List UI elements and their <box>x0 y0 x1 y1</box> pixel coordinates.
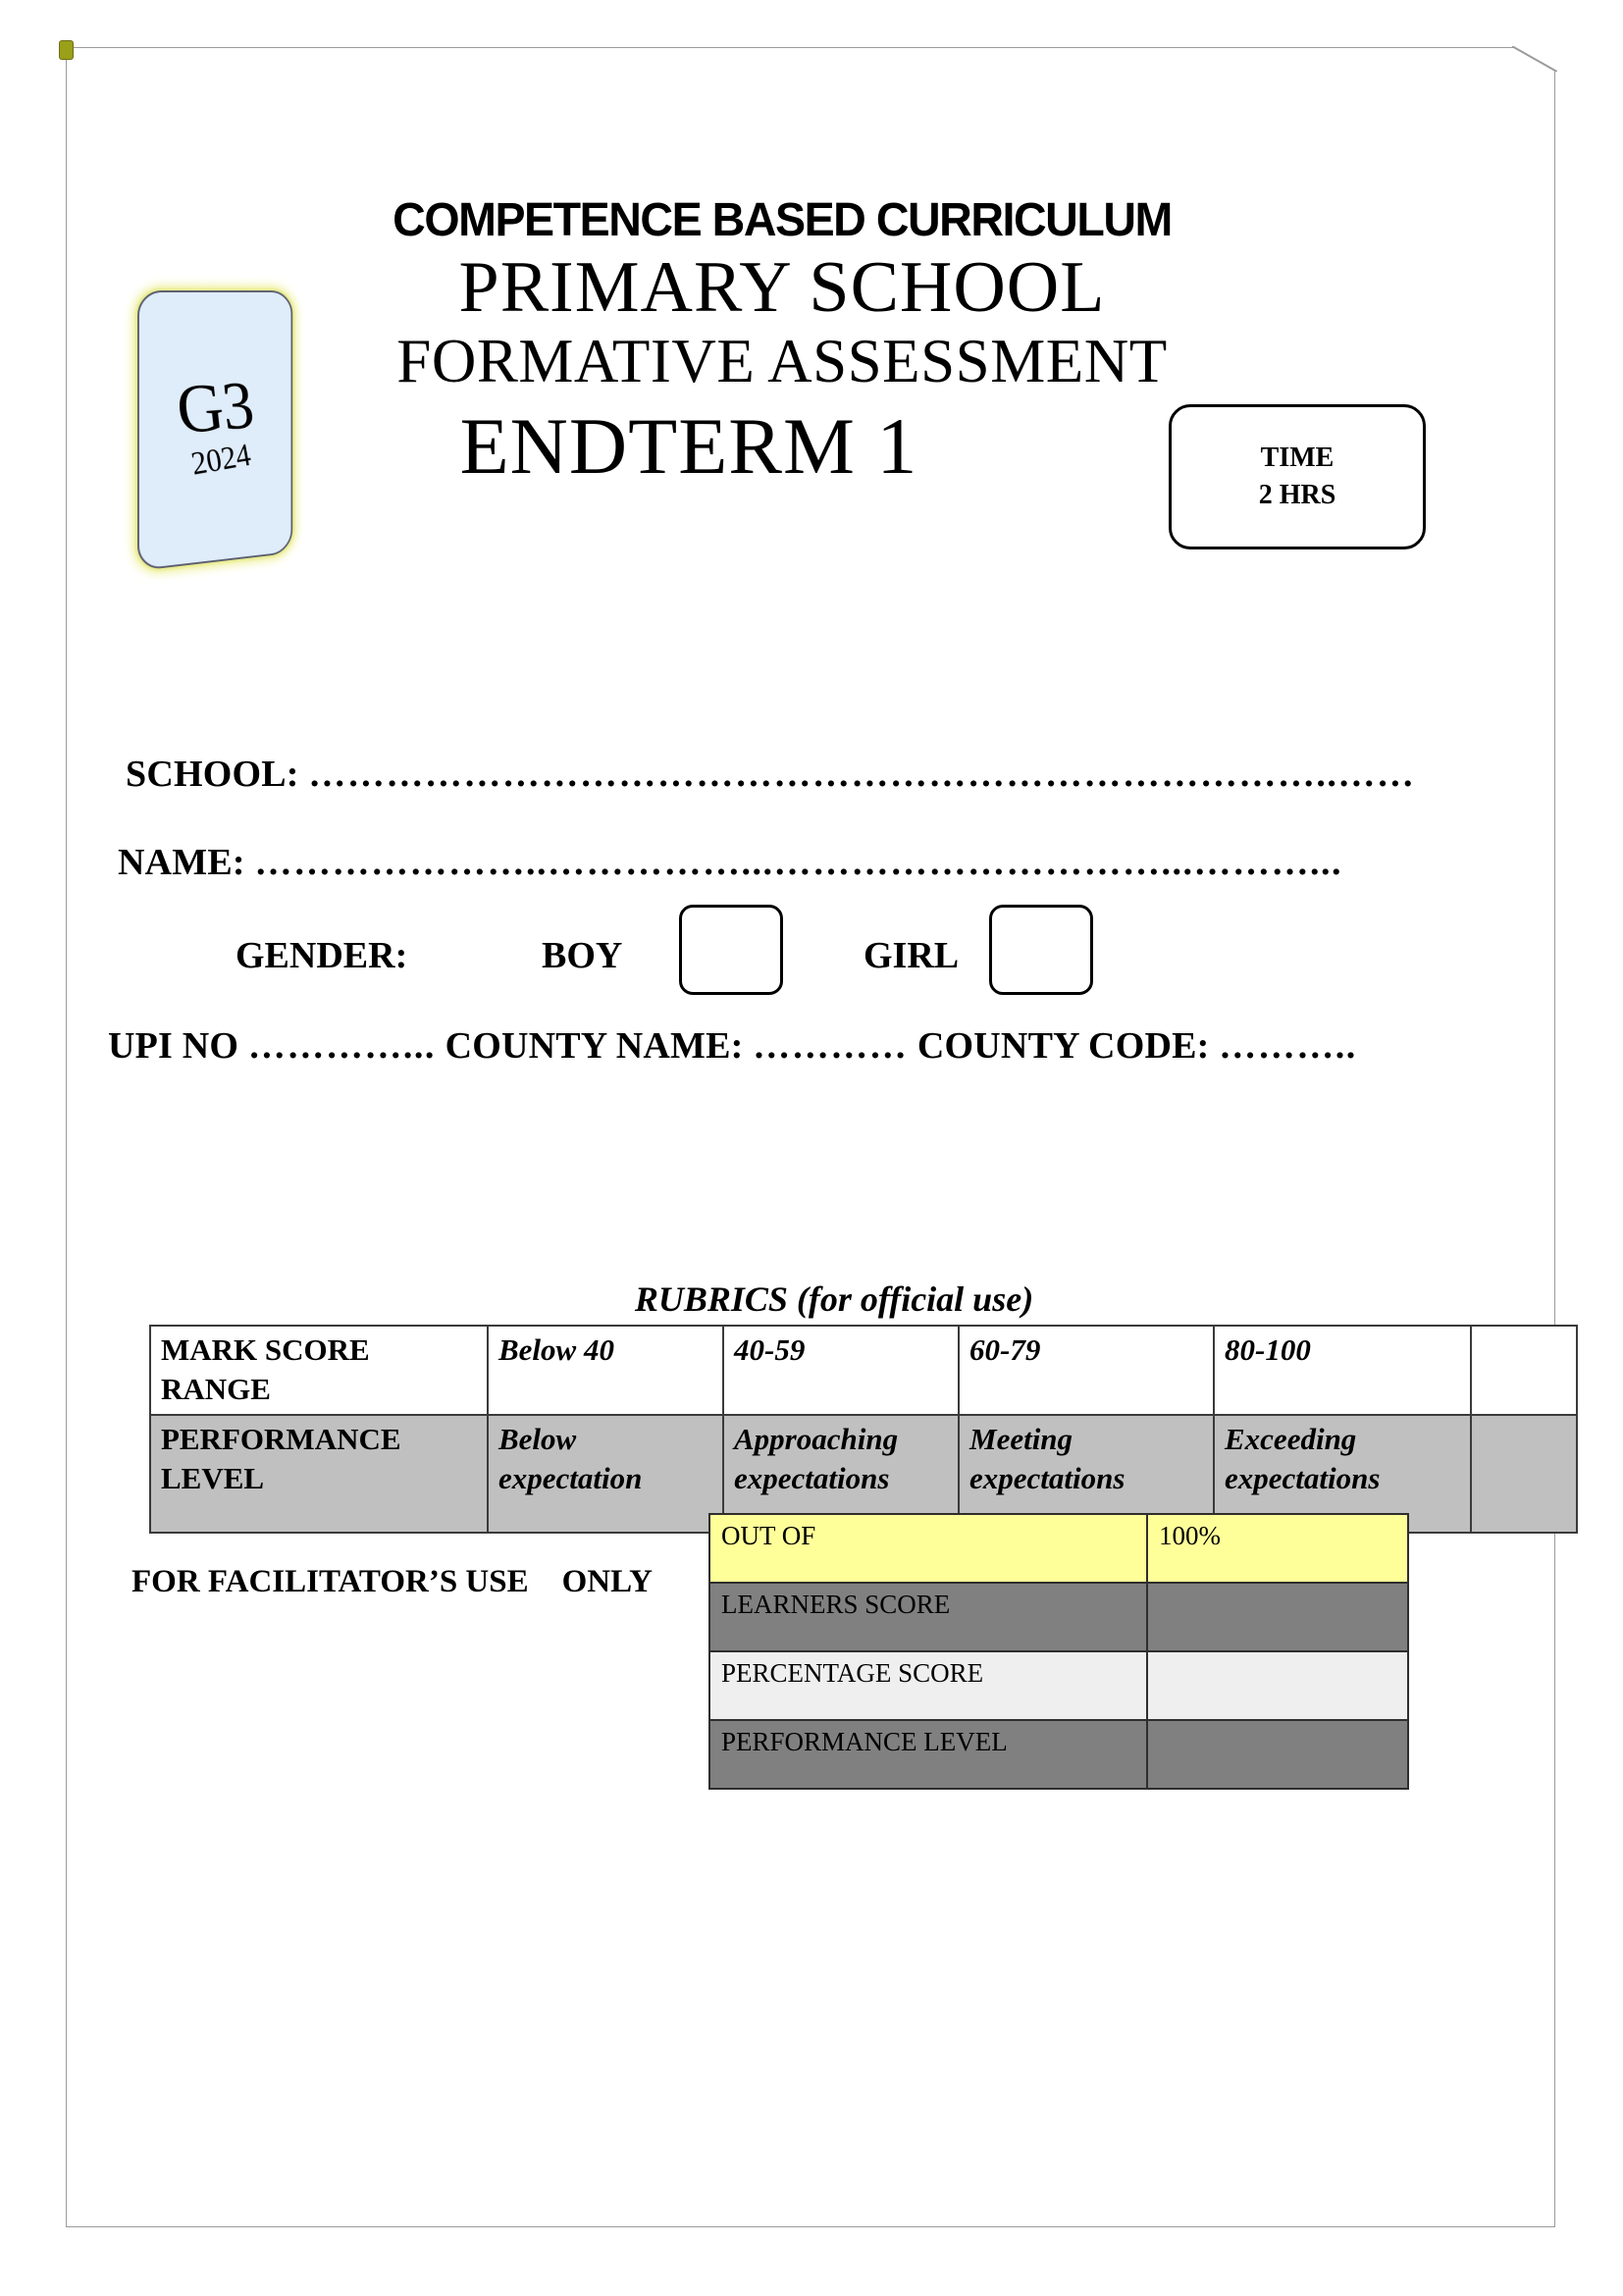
time-duration: 2 HRS <box>1258 479 1336 510</box>
table-row <box>709 1651 1408 1720</box>
girl-label: GIRL <box>864 935 960 976</box>
school-input-line[interactable]: ……………………………………………………………………..…… <box>308 754 1416 795</box>
rubrics-cell: Approaching expectations <box>723 1415 959 1533</box>
county-name-label: COUNTY NAME: <box>445 1025 744 1067</box>
boy-label: BOY <box>542 935 623 976</box>
table-row <box>709 1583 1408 1651</box>
upi-input-line[interactable]: …………... <box>247 1025 436 1067</box>
grade-badge-year: 2024 <box>188 437 254 482</box>
time-allocation-box <box>1169 404 1426 549</box>
girl-checkbox[interactable] <box>989 905 1093 995</box>
rubrics-row-header: PERFORMANCE LEVEL <box>150 1415 488 1533</box>
name-label: NAME: <box>118 842 245 883</box>
rubrics-cell: Below expectation <box>488 1415 723 1533</box>
learners-score-label: LEARNERS SCORE <box>709 1583 1147 1651</box>
rubrics-cell-spare <box>1471 1326 1577 1415</box>
rubrics-cell: 80-100 <box>1214 1326 1471 1415</box>
rubrics-cell: Meeting expectations <box>959 1415 1214 1533</box>
rubrics-cell: Exceeding expectations <box>1214 1415 1471 1533</box>
rubrics-cell: Below 40 <box>488 1326 723 1415</box>
out-of-label: OUT OF <box>709 1514 1147 1583</box>
page-title: ENDTERM 1 <box>459 400 918 491</box>
exam-title-row <box>66 398 1498 516</box>
table-row <box>150 1326 1577 1415</box>
gender-label: GENDER: <box>236 935 408 976</box>
name-field <box>118 841 1342 884</box>
percentage-score-value[interactable] <box>1147 1651 1408 1720</box>
upi-county-field <box>108 1024 1357 1068</box>
rubrics-table <box>149 1325 1578 1534</box>
time-label: TIME <box>1260 442 1335 473</box>
rubrics-row-header: MARK SCORE RANGE <box>150 1326 488 1415</box>
out-of-value[interactable]: 100% <box>1147 1514 1408 1583</box>
table-row <box>709 1514 1408 1583</box>
dog-ear-fold-icon <box>1512 46 1557 72</box>
rubrics-title: RUBRICS (for official use) <box>634 1279 1034 1319</box>
assessment-type-title: FORMATIVE ASSESSMENT <box>396 327 1168 396</box>
county-code-label: COUNTY CODE: <box>916 1025 1210 1067</box>
learners-score-value[interactable] <box>1147 1583 1408 1651</box>
county-code-input-line[interactable]: ……….. <box>1219 1025 1357 1067</box>
name-input-line[interactable]: …………………..……………...…………………………...………... <box>254 842 1342 883</box>
facilitator-score-table <box>708 1513 1409 1790</box>
facilitator-use-text: FOR FACILITATOR’S USE <box>131 1564 529 1599</box>
boy-checkbox[interactable] <box>679 905 783 995</box>
school-field <box>126 753 1415 796</box>
facilitator-only-text: ONLY <box>561 1564 653 1599</box>
percentage-score-label: PERCENTAGE SCORE <box>709 1651 1147 1720</box>
school-label: SCHOOL: <box>126 754 299 795</box>
rubrics-cell: 40-59 <box>723 1326 959 1415</box>
rubrics-cell-spare <box>1471 1415 1577 1533</box>
county-name-input-line[interactable]: ………… <box>753 1025 909 1067</box>
curriculum-title: COMPETENCE BASED CURRICULUM <box>393 194 1172 246</box>
document-header <box>66 196 1498 516</box>
table-row <box>709 1720 1408 1789</box>
bookmark-marker-icon <box>60 41 73 59</box>
upi-label: UPI NO <box>108 1025 239 1067</box>
school-level-title: PRIMARY SCHOOL <box>458 247 1106 329</box>
rubrics-cell: 60-79 <box>959 1326 1214 1415</box>
gender-field <box>236 913 1217 1001</box>
grade-badge-grade: G3 <box>173 367 257 448</box>
facilitator-use-label <box>131 1564 653 1600</box>
performance-level-label: PERFORMANCE LEVEL <box>709 1720 1147 1789</box>
performance-level-value[interactable] <box>1147 1720 1408 1789</box>
